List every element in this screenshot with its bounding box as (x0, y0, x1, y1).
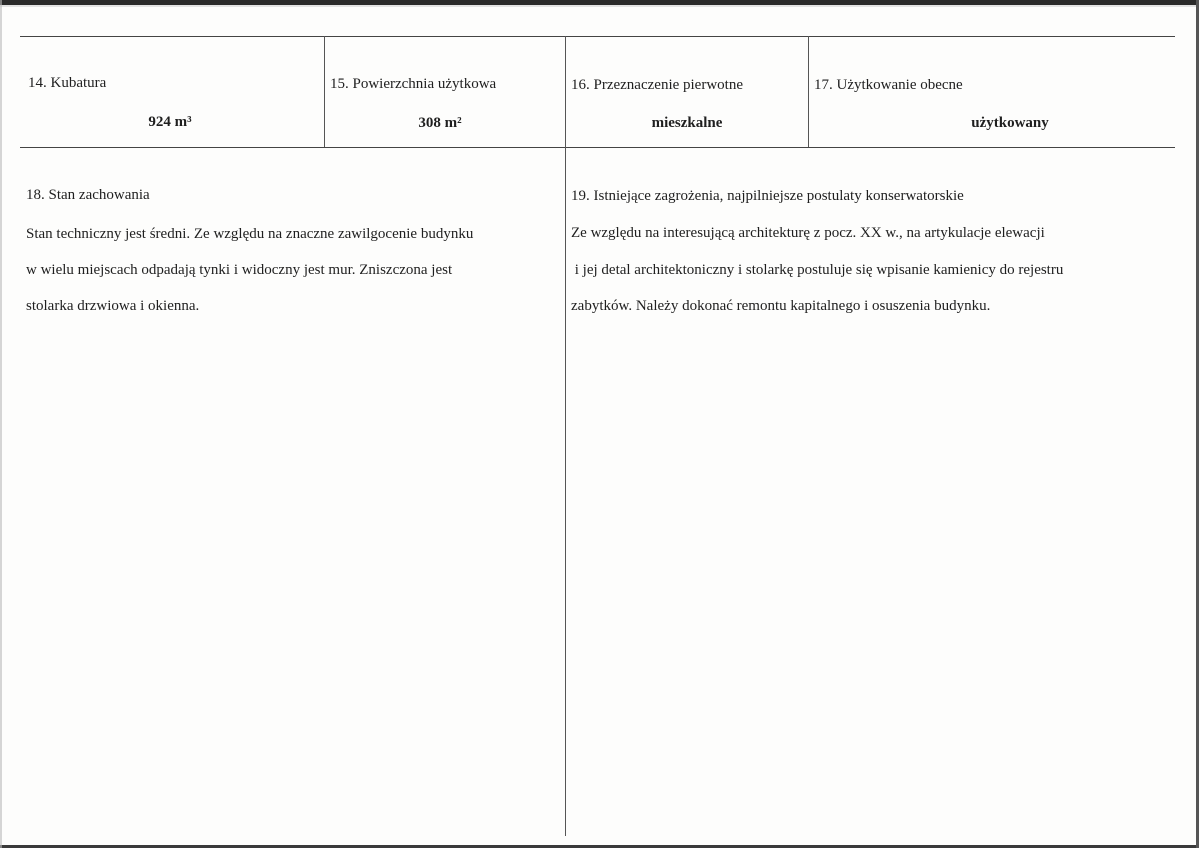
field-kubatura-label: 14. Kubatura (28, 75, 107, 91)
field-uzytkowanie-label: 17. Użytkowanie obecne (814, 77, 963, 93)
section-stan-zachowania-title: 18. Stan zachowania (26, 187, 150, 203)
scan-edge-left (0, 0, 2, 848)
table-top-border (20, 36, 1175, 37)
section-divider (565, 36, 566, 836)
zagrozenia-line: zabytków. Należy dokonać remontu kapitalnego i osuszenia budynku. (571, 298, 991, 314)
section-zagrozenia-title: 19. Istniejące zagrożenia, najpilniejsze postulaty konserwatorskie (571, 188, 964, 204)
field-divider-2 (808, 36, 809, 147)
field-przeznaczenie-value: mieszkalne (651, 115, 723, 131)
field-powierzchnia-label: 15. Powierzchnia użytkowa (330, 76, 497, 92)
stan-zachowania-line: stolarka drzwiowa i okienna. (26, 298, 200, 314)
scan-edge-top-shadow (0, 5, 1199, 7)
field-przeznaczenie-label: 16. Przeznaczenie pierwotne (571, 77, 743, 93)
field-powierzchnia-value: 308 m² (418, 115, 462, 131)
field-kubatura-value: 924 m³ (148, 114, 192, 130)
zagrozenia-line: Ze względu na interesującą architekturę z pocz. XX w., na artykulacje elewacji (571, 225, 1045, 241)
zagrozenia-line: i jej detal architektoniczny i stolarkę postuluje się wpisanie kamienicy do rejestru (571, 262, 1064, 278)
field-uzytkowanie-value: użytkowany (971, 115, 1049, 131)
stan-zachowania-line: w wielu miejscach odpadają tynki i widoczny jest mur. Zniszczona jest (26, 262, 453, 278)
field-divider-1 (324, 36, 325, 147)
stan-zachowania-line: Stan techniczny jest średni. Ze względu na znaczne zawilgocenie budynku (26, 226, 474, 242)
fields-row-bottom-border (20, 147, 1175, 148)
